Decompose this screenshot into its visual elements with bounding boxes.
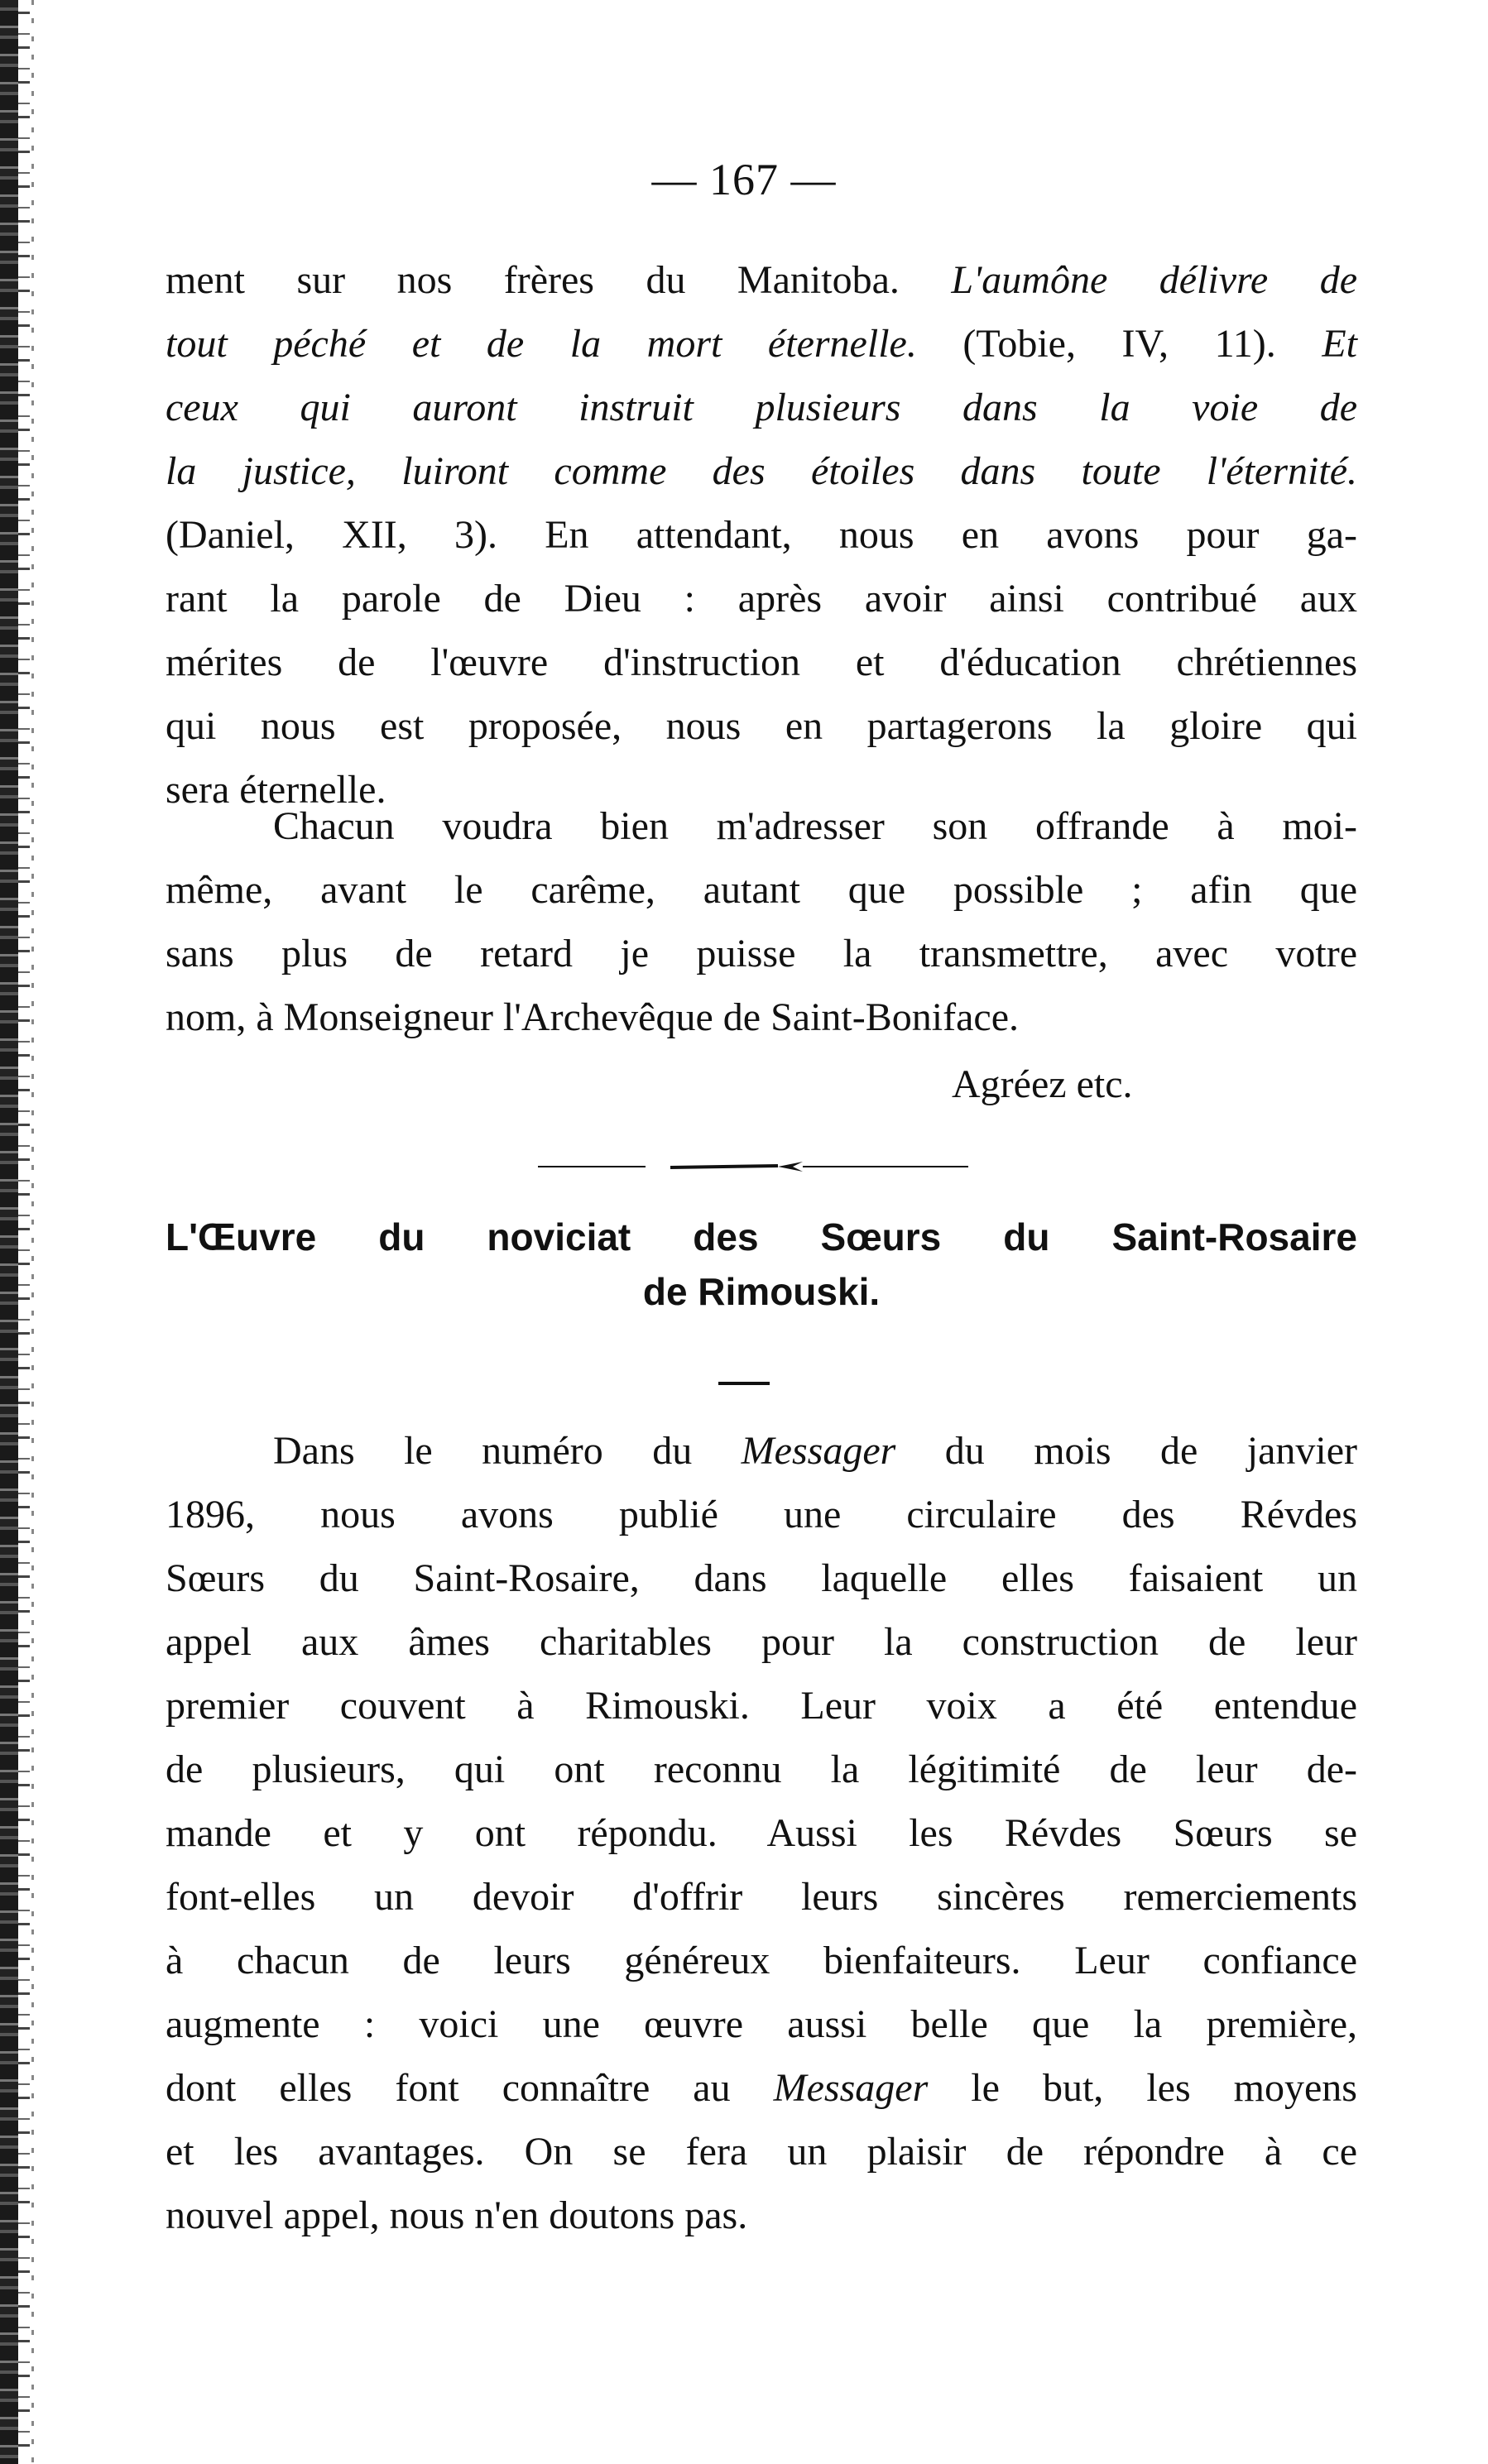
text-run: même, avant le carême, autant que possible ; afin que	[166, 868, 1357, 912]
binding-mid-strip	[18, 0, 30, 2464]
text-run: dont elles font connaître au	[166, 2066, 774, 2110]
text-line	[166, 2120, 1357, 2184]
text-run: rant la parole de Dieu : après avoir ainsi contribué aux	[166, 577, 1357, 621]
text-line	[166, 312, 1357, 376]
text-line	[166, 1546, 1357, 1610]
text-line	[166, 1483, 1357, 1546]
text-line	[166, 439, 1357, 503]
text-run: font-elles un devoir d'offrir leurs sincères remerciements	[166, 1875, 1357, 1919]
italic-run: la justice, luiront comme des étoiles dans toute l'éternité.	[166, 449, 1357, 493]
text-run: appel aux âmes charitables pour la construction de leur	[166, 1620, 1357, 1664]
signoff: Agréez etc.	[952, 1062, 1133, 1106]
binding-thin-strip	[31, 0, 34, 2464]
text-line	[166, 1610, 1357, 1674]
text-run: Sœurs du Saint-Rosaire, dans laquelle elles faisaient un	[166, 1556, 1357, 1600]
italic-run: L'aumône délivre de	[951, 258, 1357, 302]
text-run: sera éternelle.	[166, 768, 386, 812]
section-title-line-2: de Rimouski.	[642, 1270, 881, 1313]
text-line	[166, 503, 1357, 567]
text-line	[166, 922, 1357, 985]
text-line	[166, 2056, 1357, 2120]
section-title	[166, 1210, 1357, 1319]
italic-run: Et	[1322, 322, 1357, 366]
paragraph-2	[166, 794, 1357, 1049]
text-line	[166, 248, 1357, 312]
text-line	[166, 567, 1357, 630]
page-binding-edge	[0, 0, 46, 2464]
binding-dark-strip	[0, 0, 18, 2464]
text-run: premier couvent à Rimouski. Leur voix a été entendue	[166, 1684, 1357, 1728]
text-run: nom, à Monseigneur l'Archevêque de Saint-Boniface.	[166, 995, 1019, 1039]
text-run: le but, les moyens	[928, 2066, 1357, 2110]
ornament-divider	[530, 1158, 977, 1175]
text-run: du mois de janvier	[895, 1429, 1357, 1473]
text-line	[166, 1674, 1357, 1738]
italic-run: Messager	[773, 2066, 929, 2110]
text-run: nouvel appel, nous n'en doutons pas.	[166, 2193, 748, 2237]
text-run: (Tobie, IV, 11).	[916, 322, 1322, 366]
text-line	[166, 1801, 1357, 1865]
text-line	[166, 1738, 1357, 1801]
text-run: de plusieurs, qui ont reconnu la légitimité de leur de-	[166, 1747, 1357, 1791]
text-line	[166, 1992, 1357, 2056]
text-line	[166, 794, 1357, 858]
section-rule	[718, 1382, 770, 1385]
text-line	[166, 376, 1357, 439]
paragraph-1	[166, 248, 1357, 822]
text-run: augmente : voici une œuvre aussi belle que la première,	[166, 2002, 1357, 2046]
text-line	[166, 694, 1357, 758]
text-run: mande et y ont répondu. Aussi les Révdes Sœurs se	[166, 1811, 1357, 1855]
text-run: (Daniel, XII, 3). En attendant, nous en avons pour ga-	[166, 513, 1357, 557]
italic-run: tout péché et de la mort éternelle.	[166, 322, 917, 366]
section-title-line-1: L'Œuvre du noviciat des Sœurs du Saint-Rosaire	[166, 1215, 1357, 1258]
paragraph-3	[166, 1419, 1357, 2247]
text-line	[166, 2184, 1357, 2247]
text-run: et les avantages. On se fera un plaisir de répondre à ce	[166, 2130, 1357, 2174]
text-run: mérites de l'œuvre d'instruction et d'éducation chrétiennes	[166, 640, 1357, 684]
text-line	[166, 1419, 1357, 1483]
text-line	[166, 1865, 1357, 1929]
text-line	[166, 858, 1357, 922]
text-line	[166, 1929, 1357, 1992]
italic-run: ceux qui auront instruit plusieurs dans la voie de	[166, 386, 1357, 429]
text-run: ment sur nos frères du Manitoba.	[166, 258, 952, 302]
text-run: Dans le numéro du	[273, 1429, 742, 1473]
text-line	[166, 985, 1357, 1049]
text-line	[166, 630, 1357, 694]
text-run: qui nous est proposée, nous en partagerons la gloire qui	[166, 704, 1357, 748]
italic-run: Messager	[741, 1429, 896, 1473]
text-run: Chacun voudra bien m'adresser son offrande à moi-	[273, 804, 1357, 848]
text-run: sans plus de retard je puisse la transmettre, avec votre	[166, 932, 1357, 976]
text-run: à chacun de leurs généreux bienfaiteurs. Leur confiance	[166, 1939, 1357, 1982]
page-number: — 167 —	[651, 155, 837, 204]
text-run: 1896, nous avons publié une circulaire des Révdes	[166, 1493, 1357, 1536]
